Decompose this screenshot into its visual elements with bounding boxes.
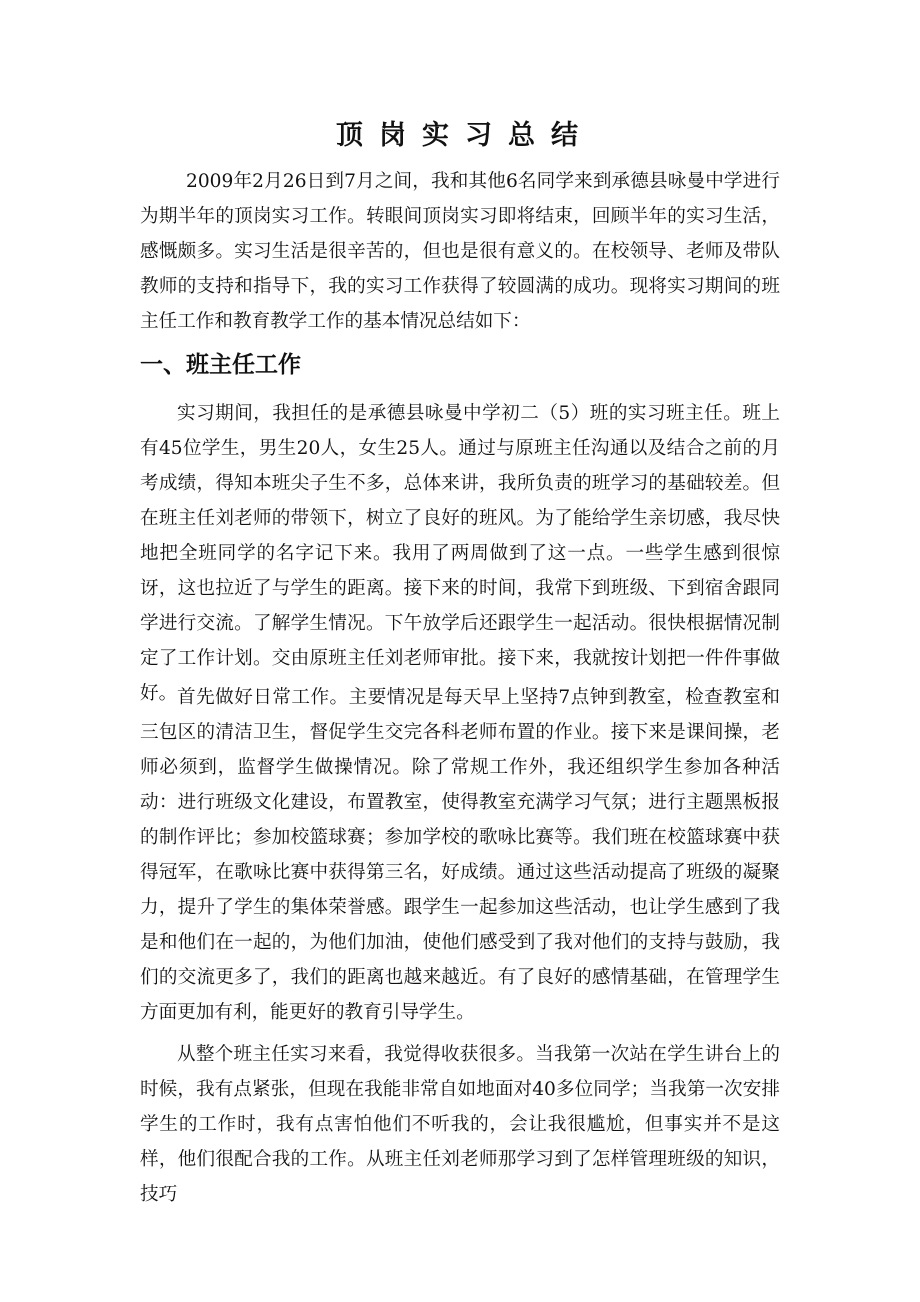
section1-paragraph-3: 从整个班主任实习来看，我觉得收获很多。当我第一次站在学生讲台上的时候，我有点紧张，但现在我能非常自如地面对40多位同学；当我第一次安排学生的工作时，我有点害怕他们不听我的，会让我很尴尬，但事实并不是这样，他们很配合我的工作。从班主任刘老师那学习到了怎样管理班级的知识，技巧 [140,1044,780,1205]
intro-paragraph: 2009年2月26日到7月之间，我和其他6名同学来到承德县咏曼中学进行为期半年的顶岗实习工作。转眼间顶岗实习即将结束，回顾半年的实习生活，感慨颇多。实习生活是很辛苦的，但也是很有意义的。在校领导、老师及带队教师的支持和指导下，我的实习工作获得了较圆满的成功。现将实习期间的班主任工作和教育教学工作的基本情况总结如下： [140,171,780,332]
section1-paragraph-2: 首先做好日常工作。主要情况是每天早上坚持7点钟到教室，检查教室和三包区的清洁卫生，督促学生交完各科老师布置的作业。接下来是课间操，老师必须到，监督学生做操情况。除了常规工作外，我还组织学生参加各种活动：进行班级文化建设，布置教室，使得教室充满学习气氛；进行主题黑板报的制作评比；参加校篮球赛；参加学校的歌咏比赛等。我们班在校篮球赛中获得冠军，在歌咏比赛中获得第三名，好成绩。通过这些活动提高了班级的凝聚力，提升了学生的集体荣誉感。跟学生一起参加这些活动，也让学生感到了我是和他们在一起的，为他们加油，使他们感受到了我对他们的支持与鼓励，我们的交流更多了，我们的距离也越来越近。有了良好的感情基础，在管理学生方面更加有利，能更好的教育引导学生。 [140,687,780,1023]
section1-paragraph-1: 实习期间，我担任的是承德县咏曼中学初二（5）班的实习班主任。班上有45位学生，男生20人，女生25人。通过与原班主任沟通以及结合之前的月考成绩，得知本班尖子生不多，总体来讲，我所负责的班学习的基础较差。但在班主任刘老师的带领下，树立了良好的班风。为了能给学生亲切感，我尽快地把全班同学的名字记下来。我用了两周做到了这一点。一些学生感到很惊讶，这也拉近了与学生的距离。接下来的时间，我常下到班级、下到宿舍跟同学进行交流。了解学生情况。下午放学后还跟学生一起活动。很快根据情况制定了工作计划。交由原班主任刘老师审批。接下来，我就按计划把一件件事做好。 [140,403,780,704]
document-title: 顶岗实习总结 [336,120,594,151]
section-heading-class-teacher-work: 一、班主任工作 [140,352,301,378]
